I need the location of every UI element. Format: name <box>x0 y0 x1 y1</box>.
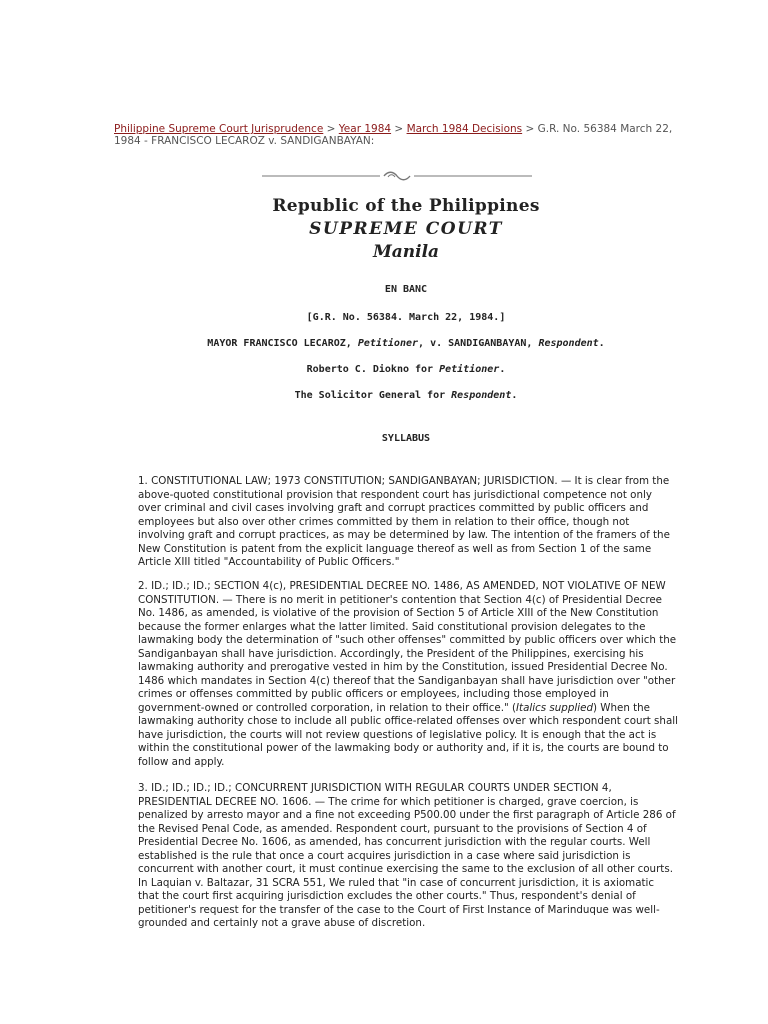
syllabus-paragraph-3 <box>138 782 678 931</box>
ornament-divider <box>262 168 532 184</box>
counsel-petitioner-name: Roberto C. Diokno for <box>306 364 440 375</box>
court-city: Manila <box>372 242 440 262</box>
docket-number: [G.R. No. 56384. March 22, 1984.] <box>306 312 506 323</box>
breadcrumb-separator: > <box>391 123 407 135</box>
counsel-respondent-name: The Solicitor General for <box>294 390 452 401</box>
counsel-petitioner-role: Petitioner <box>439 364 500 375</box>
breadcrumb-separator: > <box>323 123 339 135</box>
parties <box>100 338 712 349</box>
syllabus-heading: SYLLABUS <box>381 433 431 444</box>
syllabus-paragraph-2 <box>138 580 678 769</box>
petitioner-role: Petitioner <box>357 338 419 349</box>
court-name: SUPREME COURT <box>309 219 503 239</box>
counsel-petitioner-end: . <box>499 364 506 375</box>
breadcrumb-link-jurisprudence[interactable]: Philippine Supreme Court Jurisprudence <box>114 123 324 135</box>
court-header <box>200 195 612 264</box>
versus-respondent: , v. SANDIGANBAYAN, <box>418 338 539 349</box>
parties-period: . <box>598 338 605 349</box>
breadcrumb-link-year[interactable]: Year 1984 <box>338 123 392 135</box>
petitioner-name: MAYOR FRANCISCO LECAROZ, <box>207 338 358 349</box>
syllabus-paragraph-1 <box>138 475 678 570</box>
syllabus-paragraph-2-text: 2. ID.; ID.; ID.; SECTION 4(c), PRESIDENTIAL DECREE NO. 1486, AS AMENDED, NOT VIOLATIVE OF NEW CONSTITUTION. — There is no merit in petitioner's contention that Section 4(c) of Presidential Decree No. 1486, as amended, is violative of the provision of Section 5 of Article XIII of the New Constitution because the former enlarges what the latter limited. Said constitutional provision delegates to the lawmaking body the determination of "such other offenses" committed by public officers over which the Sandiganbayan shall have jurisdiction. Accordingly, the President of the Philippines, exercising his lawmaking authority and prerogative vested in him by the Constitution, issued Presidential Decree No. 1486 which mandates in Section 4(c) thereof that the Sandiganbayan shall have jurisdiction over "other crimes or offenses committed by public officers or employees, including those employed in government-owned or controlled corporation, in relation to their office." ( <box>138 580 677 714</box>
respondent-role: Respondent <box>538 338 599 349</box>
republic-title: Republic of the Philippines <box>272 196 540 216</box>
breadcrumb <box>114 123 674 147</box>
syllabus-paragraph-1-text: 1. CONSTITUTIONAL LAW; 1973 CONSTITUTION; SANDIGANBAYAN; JURISDICTION. — It is clear from the above-quoted constitutional provision that respondent court has jurisdictional competence not only over criminal and civil cases involving graft and corrupt practices committed by public officers and employees but also over other crimes committed by them in relation to their office, though not involving graft and corrupt practices, as may be determined by law. The intention of the framers of the New Constitution is patent from the explicit language thereof as well as from Section 1 of the same Article XIII titled "Accountability of Public Officers." <box>138 475 670 568</box>
division: EN BANC <box>384 284 428 295</box>
counsel-respondent-end: . <box>511 390 518 401</box>
syllabus-paragraph-3-text: 3. ID.; ID.; ID.; ID.; CONCURRENT JURISDICTION WITH REGULAR COURTS UNDER SECTION 4, PRESIDENTIAL DECREE NO. 1606. — The crime for which petitioner is charged, grave coercion, is penalized by arresto mayor and a fine not exceeding P500.00 under the first paragraph of Article 286 of the Revised Penal Code, as amended. Respondent court, pursuant to the provisions of Section 4 of Presidential Decree No. 1606, as amended, has concurrent jurisdiction with the regular courts. Well established is the rule that once a court acquires jurisdiction in a case where said jurisdiction is concurrent with another court, it must continue exercising the same to the exclusion of all other courts. In Laquian v. Baltazar, 31 SCRA 551, We ruled that "in case of concurrent jurisdiction, it is axiomatic that the court first acquiring jurisdiction excludes the other courts." Thus, respondent's denial of petitioner's request for the transfer of the case to the Court of First Instance of Marinduque was well-grounded and certainly not a grave abuse of discretion. <box>138 782 676 929</box>
syllabus-paragraph-2-text-end: ) When the lawmaking authority chose to include all public office-related offenses over which respondent court shall have jurisdiction, the courts will not review questions of legislative policy. It is enough that the act is within the constitutional power of the lawmaking body or authority and, if it is, the courts are bound to follow and apply. <box>138 701 678 768</box>
counsel-petitioner <box>100 364 712 375</box>
counsel-respondent-role: Respondent <box>451 390 512 401</box>
breadcrumb-current: > G.R. No. 56384 March 22, 1984 - FRANCISCO LECAROZ v. SANDIGANBAYAN: <box>114 123 673 147</box>
counsel-respondent <box>100 390 712 401</box>
italics-note: Italics supplied <box>516 701 593 714</box>
breadcrumb-link-month[interactable]: March 1984 Decisions <box>406 123 523 135</box>
